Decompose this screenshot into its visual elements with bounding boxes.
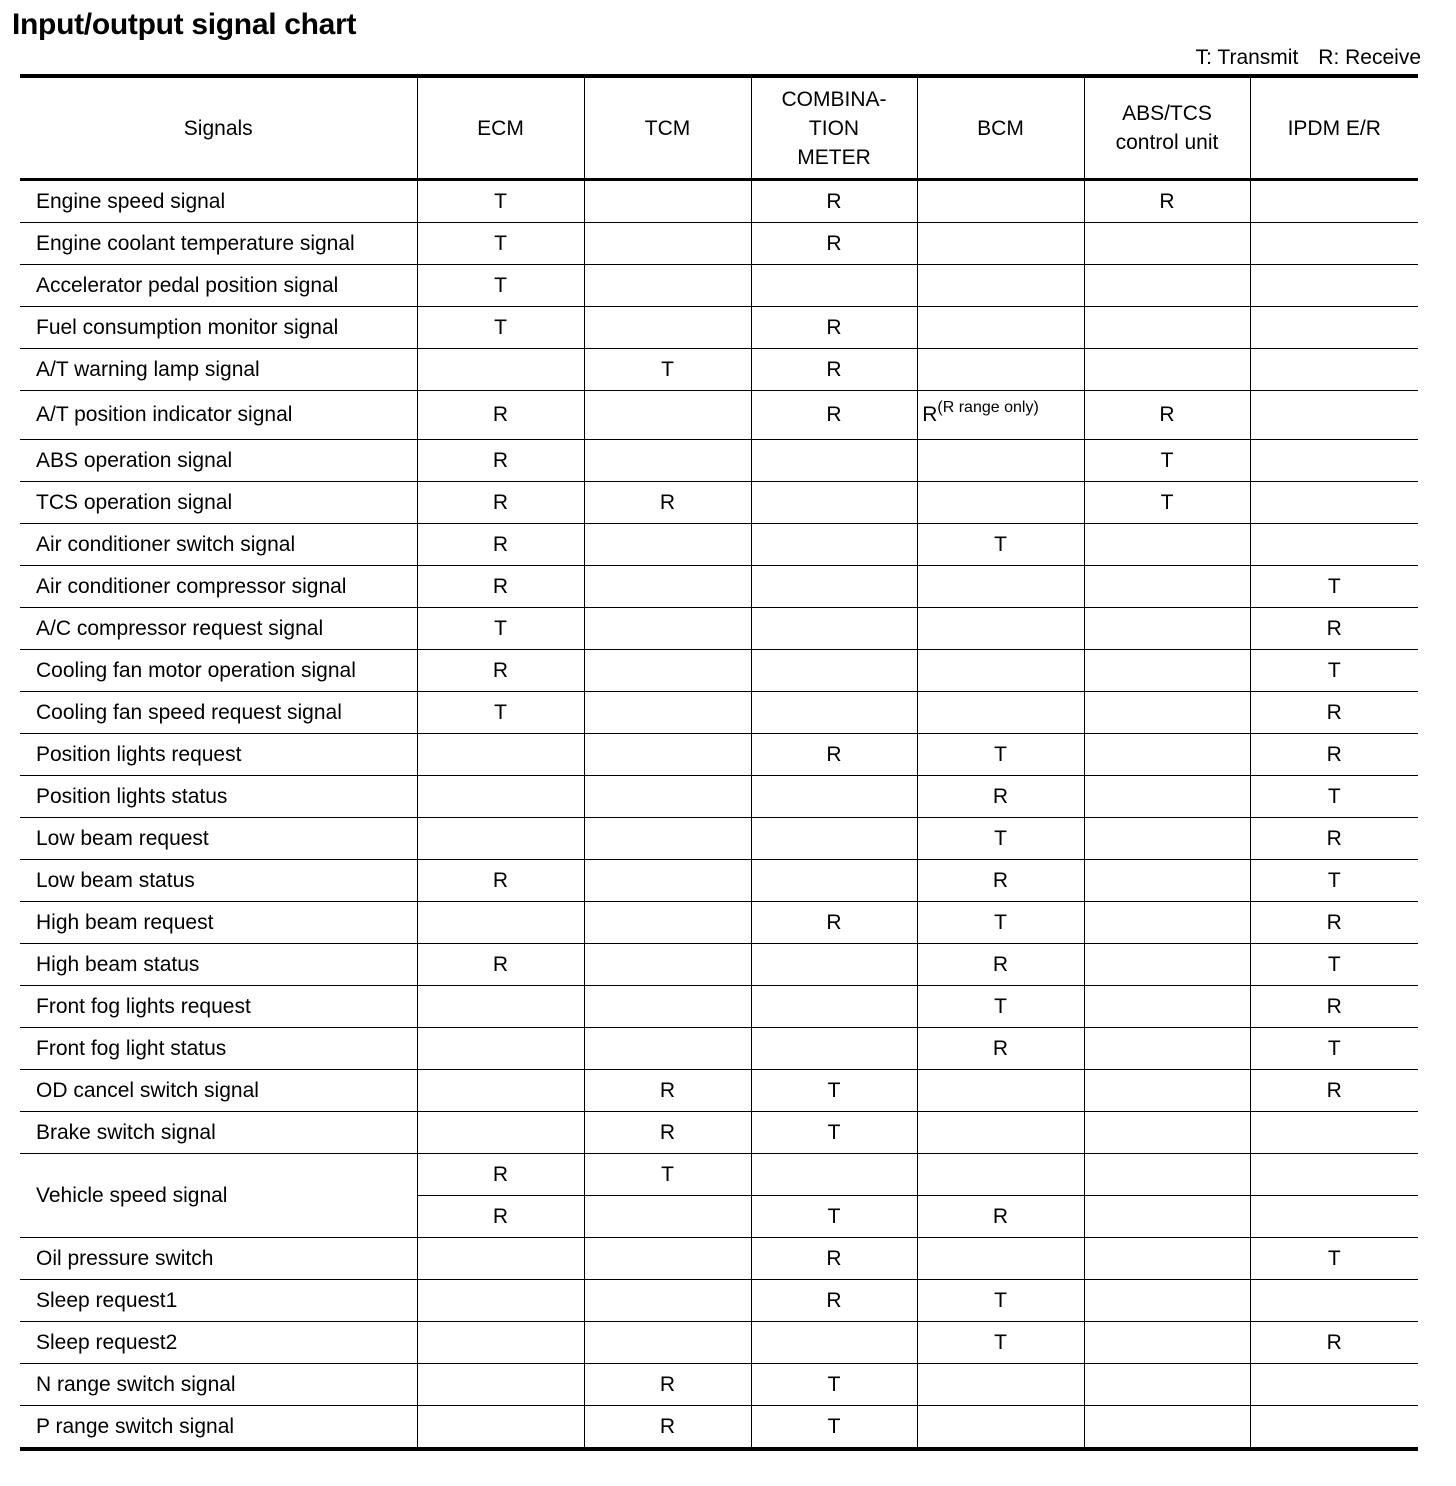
meter-cell: R <box>751 349 917 391</box>
signal-name-cell: Vehicle speed signal <box>20 1154 417 1238</box>
tcm-cell: R <box>584 482 751 524</box>
bcm-cell: T <box>917 1280 1084 1322</box>
ipdm-cell: T <box>1250 1238 1418 1280</box>
signal-name-cell: Low beam request <box>20 818 417 860</box>
bcm-cell <box>917 1154 1084 1196</box>
ecm-cell: R <box>417 440 584 482</box>
tcm-cell <box>584 1280 751 1322</box>
bcm-cell <box>917 650 1084 692</box>
table-row <box>20 1364 1418 1406</box>
abs-cell <box>1084 944 1250 986</box>
page-title: Input/output signal chart <box>12 8 357 41</box>
table-row <box>20 1028 1418 1070</box>
abs-cell <box>1084 1028 1250 1070</box>
ecm-cell: R <box>417 860 584 902</box>
tcm-cell <box>584 692 751 734</box>
signal-chart-table <box>20 74 1418 1451</box>
ipdm-cell <box>1250 1196 1418 1238</box>
ecm-cell: T <box>417 307 584 349</box>
legend <box>1196 46 1421 70</box>
tcm-cell <box>584 860 751 902</box>
ecm-cell: R <box>417 944 584 986</box>
abs-cell <box>1084 986 1250 1028</box>
meter-cell <box>751 1154 917 1196</box>
abs-cell <box>1084 349 1250 391</box>
ecm-cell: R <box>417 1154 584 1196</box>
col-header-combination-meter <box>751 76 917 180</box>
bcm-cell <box>917 1406 1084 1450</box>
abs-cell <box>1084 1238 1250 1280</box>
abs-cell: R <box>1084 391 1250 440</box>
ecm-cell <box>417 902 584 944</box>
col-header-ecm: ECM <box>417 76 584 180</box>
bcm-cell <box>917 692 1084 734</box>
signal-name-cell: Front fog light status <box>20 1028 417 1070</box>
signal-name-cell: Air conditioner compressor signal <box>20 566 417 608</box>
meter-cell: T <box>751 1196 917 1238</box>
ipdm-cell <box>1250 1154 1418 1196</box>
bcm-cell <box>917 482 1084 524</box>
ecm-cell: T <box>417 692 584 734</box>
bcm-cell: R <box>917 860 1084 902</box>
header-row <box>20 76 1418 180</box>
ecm-cell <box>417 1406 584 1450</box>
ipdm-cell <box>1250 440 1418 482</box>
table-row <box>20 1112 1418 1154</box>
meter-cell: R <box>751 1280 917 1322</box>
meter-cell: R <box>751 1238 917 1280</box>
legend-transmit: T: Transmit <box>1195 46 1299 69</box>
ipdm-cell <box>1250 482 1418 524</box>
tcm-cell <box>584 734 751 776</box>
table-row <box>20 902 1418 944</box>
table-row <box>20 265 1418 307</box>
ipdm-cell <box>1250 1112 1418 1154</box>
tcm-cell <box>584 391 751 440</box>
tcm-cell <box>584 944 751 986</box>
abs-cell: R <box>1084 180 1250 223</box>
meter-cell <box>751 524 917 566</box>
bcm-cell <box>917 349 1084 391</box>
meter-cell: R <box>751 307 917 349</box>
ipdm-cell: R <box>1250 818 1418 860</box>
bcm-range-note: (R range only) <box>937 399 1039 416</box>
table-row <box>20 566 1418 608</box>
table-row <box>20 1070 1418 1112</box>
table-row <box>20 223 1418 265</box>
ipdm-cell <box>1250 1280 1418 1322</box>
signal-name-cell: Fuel consumption monitor signal <box>20 307 417 349</box>
tcm-cell <box>584 608 751 650</box>
bcm-cell: T <box>917 1322 1084 1364</box>
tcm-cell <box>584 566 751 608</box>
meter-cell <box>751 1028 917 1070</box>
bcm-cell <box>917 265 1084 307</box>
table-row <box>20 1322 1418 1364</box>
ipdm-cell: R <box>1250 1322 1418 1364</box>
tcm-cell <box>584 524 751 566</box>
tcm-cell <box>584 440 751 482</box>
table-row <box>20 734 1418 776</box>
table-row <box>20 482 1418 524</box>
bcm-cell: T <box>917 818 1084 860</box>
meter-cell: T <box>751 1364 917 1406</box>
tcm-cell <box>584 1238 751 1280</box>
abs-cell <box>1084 608 1250 650</box>
col-header-meter-line1: COMBINA- <box>781 87 887 111</box>
tcm-cell: T <box>584 349 751 391</box>
tcm-cell <box>584 1196 751 1238</box>
col-header-ipdm: IPDM E/R <box>1250 76 1418 180</box>
ipdm-cell <box>1250 180 1418 223</box>
ecm-cell <box>417 986 584 1028</box>
meter-cell: R <box>751 223 917 265</box>
abs-cell <box>1084 1070 1250 1112</box>
signal-name-cell: Engine speed signal <box>20 180 417 223</box>
signal-name-cell: Accelerator pedal position signal <box>20 265 417 307</box>
bcm-cell: R <box>917 1196 1084 1238</box>
signal-name-cell: Cooling fan speed request signal <box>20 692 417 734</box>
meter-cell: R <box>751 902 917 944</box>
col-header-meter-line3: METER <box>797 145 871 169</box>
col-header-tcm: TCM <box>584 76 751 180</box>
ipdm-cell: R <box>1250 692 1418 734</box>
tcm-cell: R <box>584 1112 751 1154</box>
abs-cell <box>1084 1322 1250 1364</box>
signal-name-cell: Air conditioner switch signal <box>20 524 417 566</box>
meter-cell <box>751 265 917 307</box>
signal-name-cell: Brake switch signal <box>20 1112 417 1154</box>
col-header-abs-line1: ABS/TCS <box>1122 102 1212 125</box>
tcm-cell <box>584 818 751 860</box>
abs-cell <box>1084 1112 1250 1154</box>
table-row <box>20 180 1418 223</box>
tcm-cell: R <box>584 1364 751 1406</box>
ipdm-cell: T <box>1250 944 1418 986</box>
abs-cell <box>1084 307 1250 349</box>
abs-cell <box>1084 524 1250 566</box>
abs-cell <box>1084 776 1250 818</box>
signal-name-cell: OD cancel switch signal <box>20 1070 417 1112</box>
tcm-cell <box>584 307 751 349</box>
ipdm-cell: R <box>1250 734 1418 776</box>
ecm-cell <box>417 349 584 391</box>
tcm-cell <box>584 776 751 818</box>
signal-name-cell: TCS operation signal <box>20 482 417 524</box>
abs-cell <box>1084 902 1250 944</box>
meter-cell: R <box>751 391 917 440</box>
signal-name-cell: Sleep request2 <box>20 1322 417 1364</box>
table-row <box>20 860 1418 902</box>
abs-cell <box>1084 1196 1250 1238</box>
meter-cell <box>751 482 917 524</box>
tcm-cell <box>584 986 751 1028</box>
signal-name-cell: Position lights request <box>20 734 417 776</box>
ipdm-cell <box>1250 524 1418 566</box>
bcm-cell: T <box>917 734 1084 776</box>
meter-cell <box>751 566 917 608</box>
ipdm-cell: T <box>1250 650 1418 692</box>
tcm-cell <box>584 1322 751 1364</box>
col-header-abs-tcs <box>1084 76 1250 180</box>
ipdm-cell <box>1250 391 1418 440</box>
ipdm-cell: R <box>1250 986 1418 1028</box>
tcm-cell <box>584 265 751 307</box>
table-row <box>20 692 1418 734</box>
bcm-cell <box>917 566 1084 608</box>
meter-cell <box>751 986 917 1028</box>
col-header-abs-line2: control unit <box>1115 131 1219 154</box>
col-header-meter-line2: TION <box>808 116 860 140</box>
ecm-cell <box>417 776 584 818</box>
abs-cell <box>1084 1406 1250 1450</box>
abs-cell <box>1084 1280 1250 1322</box>
signal-name-cell: Oil pressure switch <box>20 1238 417 1280</box>
ecm-cell: R <box>417 650 584 692</box>
ipdm-cell: T <box>1250 776 1418 818</box>
abs-cell: T <box>1084 482 1250 524</box>
meter-cell <box>751 818 917 860</box>
meter-cell: T <box>751 1112 917 1154</box>
ecm-cell <box>417 818 584 860</box>
meter-cell <box>751 692 917 734</box>
ipdm-cell <box>1250 265 1418 307</box>
bcm-cell: T <box>917 986 1084 1028</box>
table-row <box>20 1406 1418 1450</box>
legend-receive: R: Receive <box>1318 46 1421 69</box>
abs-cell <box>1084 566 1250 608</box>
ecm-cell: T <box>417 265 584 307</box>
tcm-cell: R <box>584 1070 751 1112</box>
signal-name-cell: High beam request <box>20 902 417 944</box>
ipdm-cell <box>1250 349 1418 391</box>
ecm-cell: R <box>417 482 584 524</box>
ecm-cell: T <box>417 223 584 265</box>
bcm-cell <box>917 391 1084 440</box>
ecm-cell <box>417 1280 584 1322</box>
table-row <box>20 986 1418 1028</box>
table-row <box>20 650 1418 692</box>
signal-name-cell: High beam status <box>20 944 417 986</box>
table-row <box>20 608 1418 650</box>
signal-name-cell: Front fog lights request <box>20 986 417 1028</box>
ipdm-cell: T <box>1250 1028 1418 1070</box>
tcm-cell <box>584 650 751 692</box>
table-row <box>20 1280 1418 1322</box>
meter-cell <box>751 1322 917 1364</box>
ecm-cell: R <box>417 1196 584 1238</box>
bcm-cell: T <box>917 902 1084 944</box>
bcm-cell: T <box>917 524 1084 566</box>
meter-cell: R <box>751 180 917 223</box>
ipdm-cell <box>1250 223 1418 265</box>
bcm-cell <box>917 1112 1084 1154</box>
table-row <box>20 440 1418 482</box>
ecm-cell <box>417 1238 584 1280</box>
ecm-cell <box>417 1364 584 1406</box>
signal-name-cell: Sleep request1 <box>20 1280 417 1322</box>
bcm-value: R <box>922 403 938 426</box>
meter-cell <box>751 440 917 482</box>
abs-cell <box>1084 692 1250 734</box>
meter-cell: T <box>751 1070 917 1112</box>
ecm-cell: R <box>417 524 584 566</box>
col-header-signals: Signals <box>20 76 417 180</box>
tcm-cell <box>584 223 751 265</box>
bcm-cell: R <box>917 1028 1084 1070</box>
col-header-bcm: BCM <box>917 76 1084 180</box>
meter-cell: R <box>751 734 917 776</box>
bcm-value-with-note <box>922 399 1039 427</box>
bcm-cell <box>917 1070 1084 1112</box>
signal-name-cell: Engine coolant temperature signal <box>20 223 417 265</box>
meter-cell <box>751 608 917 650</box>
abs-cell <box>1084 1154 1250 1196</box>
ipdm-cell: T <box>1250 860 1418 902</box>
abs-cell <box>1084 860 1250 902</box>
ecm-cell: R <box>417 566 584 608</box>
table-row <box>20 307 1418 349</box>
ecm-cell: R <box>417 391 584 440</box>
abs-cell <box>1084 818 1250 860</box>
meter-cell: T <box>751 1406 917 1450</box>
ecm-cell: T <box>417 180 584 223</box>
signal-name-cell: ABS operation signal <box>20 440 417 482</box>
tcm-cell: T <box>584 1154 751 1196</box>
ipdm-cell <box>1250 1406 1418 1450</box>
signal-name-cell: Cooling fan motor operation signal <box>20 650 417 692</box>
ecm-cell <box>417 1028 584 1070</box>
tcm-cell <box>584 180 751 223</box>
signal-name-cell: A/C compressor request signal <box>20 608 417 650</box>
bcm-cell <box>917 1364 1084 1406</box>
bcm-cell: R <box>917 944 1084 986</box>
abs-cell: T <box>1084 440 1250 482</box>
table-row <box>20 391 1418 440</box>
meter-cell <box>751 776 917 818</box>
abs-cell <box>1084 1364 1250 1406</box>
ipdm-cell: R <box>1250 902 1418 944</box>
bcm-cell <box>917 223 1084 265</box>
bcm-cell <box>917 608 1084 650</box>
abs-cell <box>1084 734 1250 776</box>
ecm-cell <box>417 734 584 776</box>
ecm-cell <box>417 1070 584 1112</box>
bcm-cell <box>917 1238 1084 1280</box>
signal-name-cell: P range switch signal <box>20 1406 417 1450</box>
ipdm-cell: R <box>1250 1070 1418 1112</box>
ipdm-cell <box>1250 307 1418 349</box>
table-row <box>20 524 1418 566</box>
signal-name-cell: A/T position indicator signal <box>20 391 417 440</box>
bcm-cell <box>917 307 1084 349</box>
ipdm-cell: T <box>1250 566 1418 608</box>
bcm-cell <box>917 180 1084 223</box>
ecm-cell <box>417 1322 584 1364</box>
table-row <box>20 1154 1418 1196</box>
table-row <box>20 349 1418 391</box>
tcm-cell: R <box>584 1406 751 1450</box>
abs-cell <box>1084 265 1250 307</box>
table-row <box>20 818 1418 860</box>
ipdm-cell <box>1250 1364 1418 1406</box>
table-row <box>20 776 1418 818</box>
signal-name-cell: Position lights status <box>20 776 417 818</box>
table-row <box>20 1238 1418 1280</box>
tcm-cell <box>584 902 751 944</box>
bcm-cell <box>917 440 1084 482</box>
signal-name-cell: A/T warning lamp signal <box>20 349 417 391</box>
tcm-cell <box>584 1028 751 1070</box>
ecm-cell <box>417 1112 584 1154</box>
ipdm-cell: R <box>1250 608 1418 650</box>
ecm-cell: T <box>417 608 584 650</box>
abs-cell <box>1084 650 1250 692</box>
meter-cell <box>751 944 917 986</box>
meter-cell <box>751 860 917 902</box>
bcm-cell: R <box>917 776 1084 818</box>
table-row <box>20 944 1418 986</box>
meter-cell <box>751 650 917 692</box>
abs-cell <box>1084 223 1250 265</box>
signal-name-cell: N range switch signal <box>20 1364 417 1406</box>
signal-name-cell: Low beam status <box>20 860 417 902</box>
